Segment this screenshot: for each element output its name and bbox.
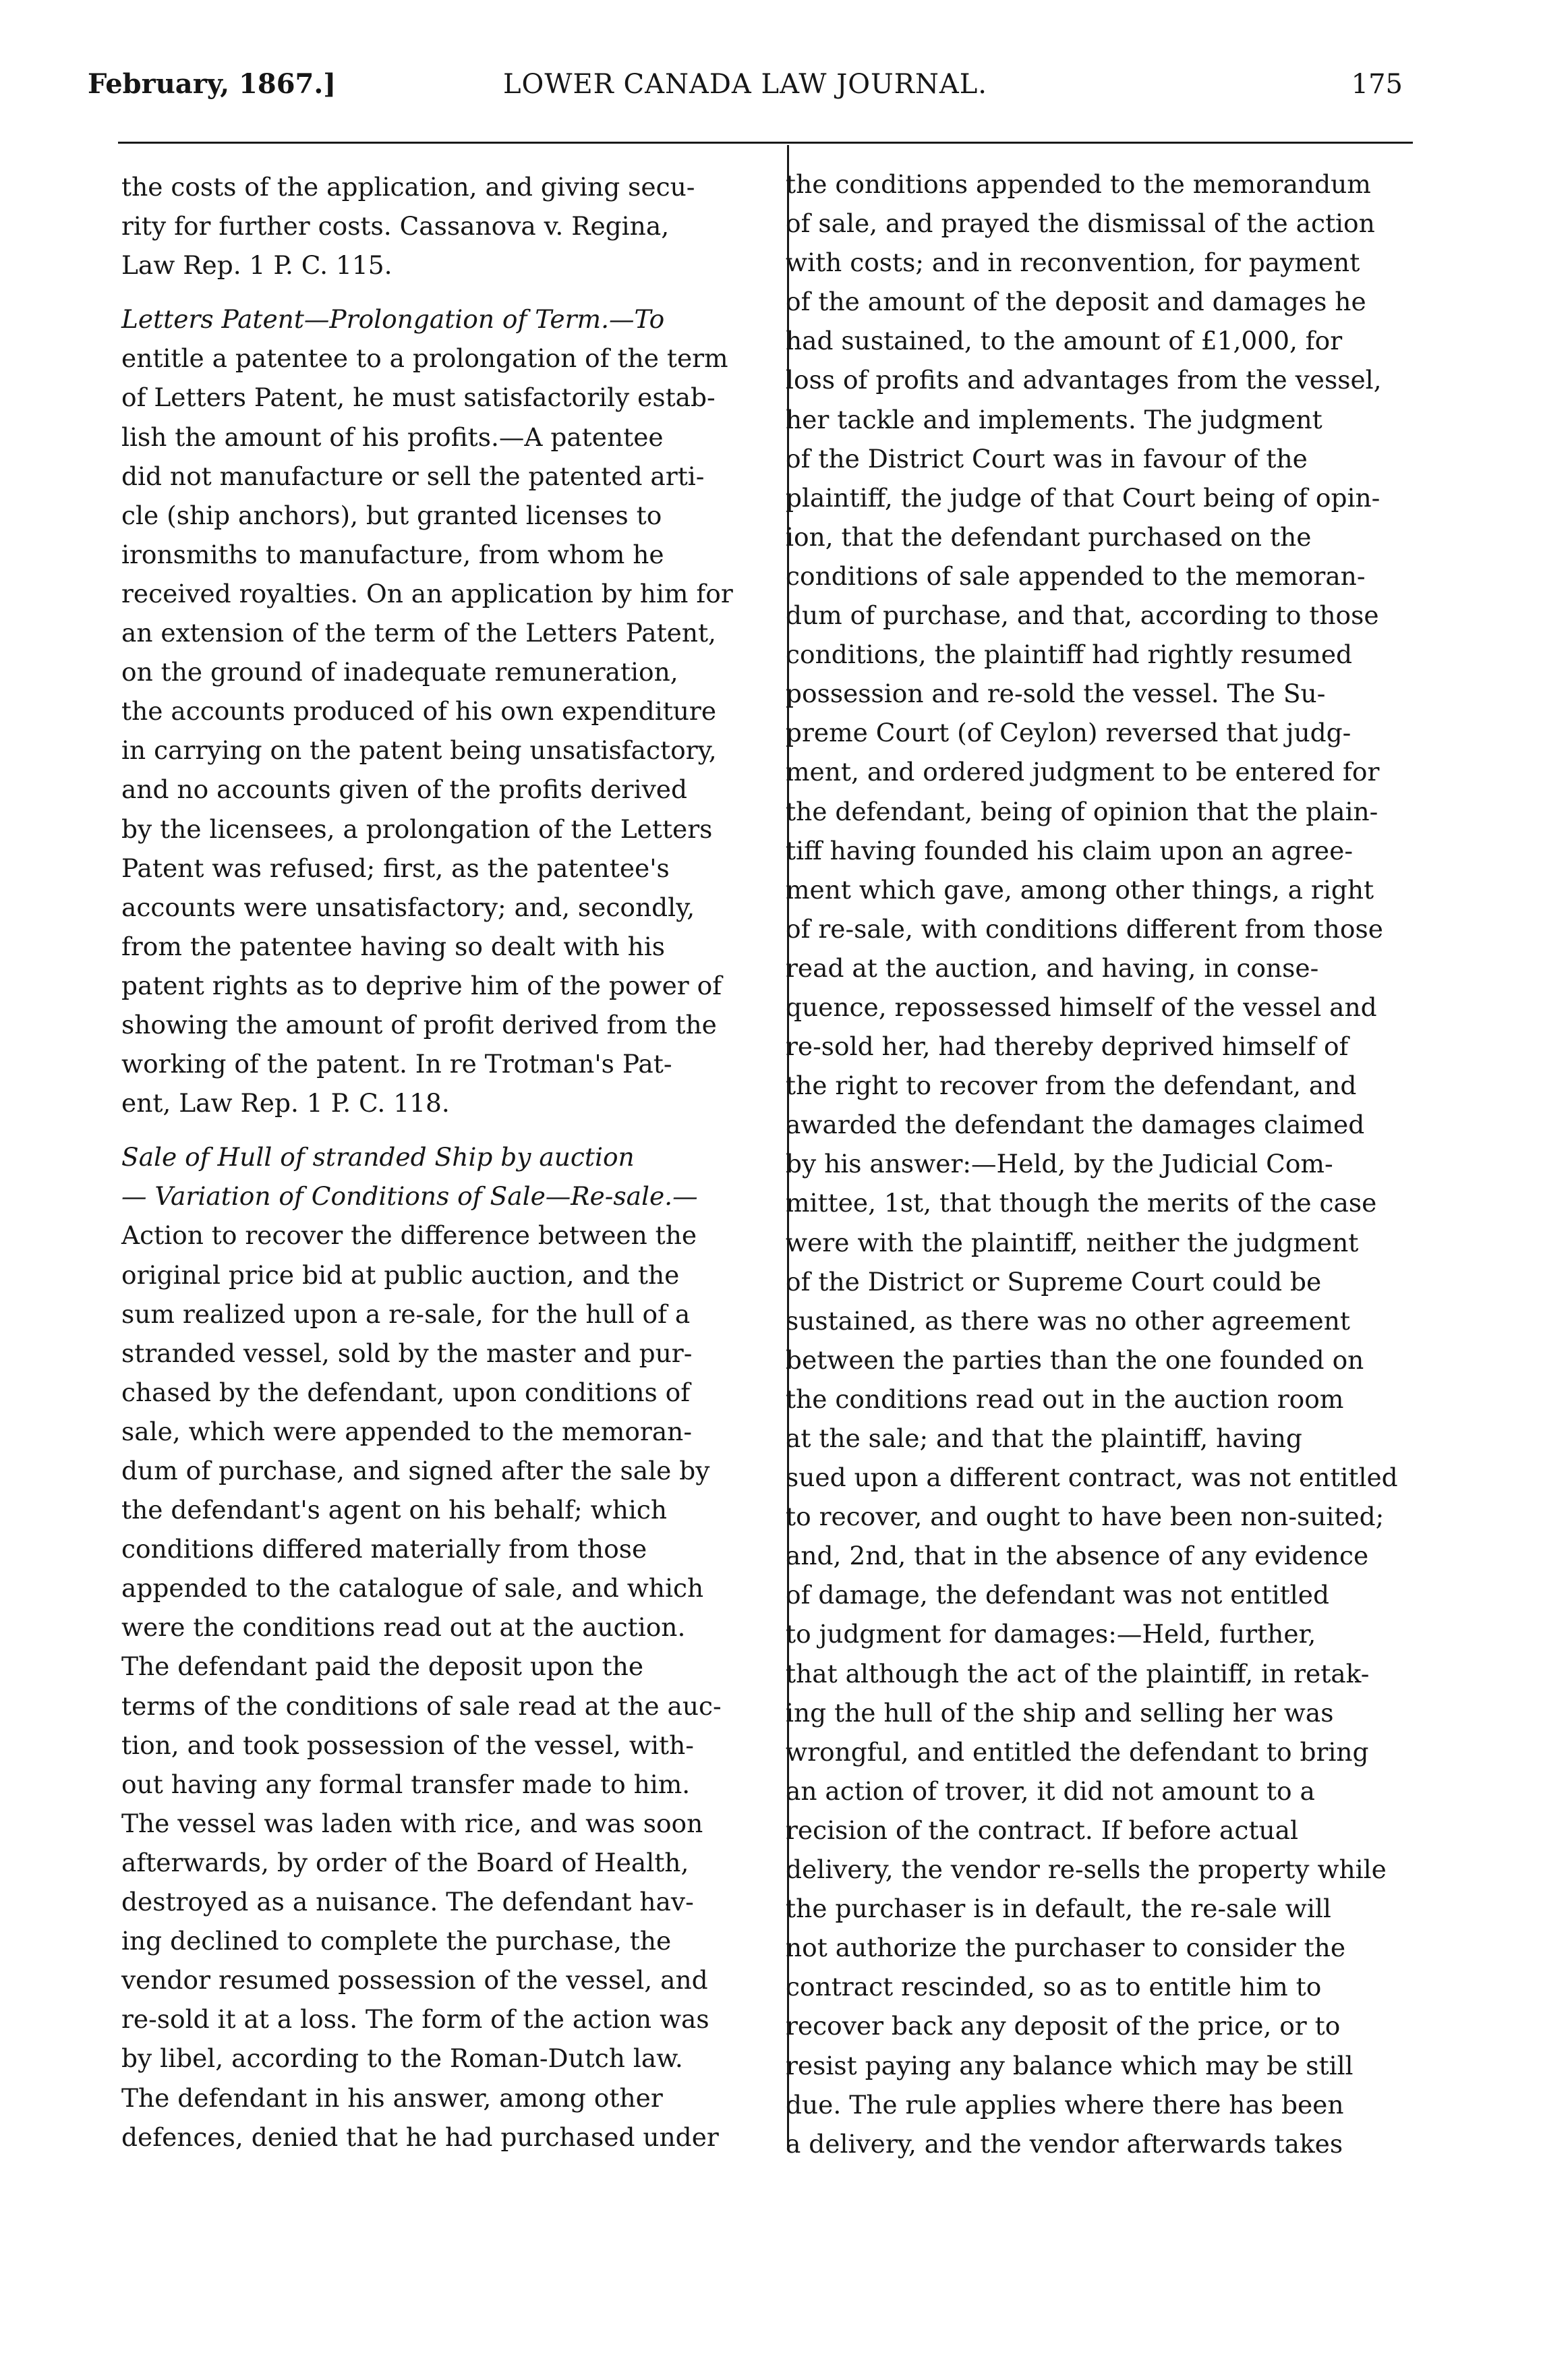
paragraph-gap: [121, 285, 759, 300]
text-line: to recover, and ought to have been non-suited;: [786, 1502, 1385, 1532]
text-line: of sale, and prayed the dismissal of the action: [786, 208, 1375, 239]
text-line: out having any formal transfer made to him.: [121, 1769, 691, 1799]
text-line: ironsmiths to manufacture, from whom he: [121, 539, 664, 569]
text-line: the conditions read out in the auction room: [786, 1384, 1344, 1414]
text-line: received royalties. On an application by him for: [121, 578, 733, 608]
text-line: and no accounts given of the profits derived: [121, 774, 687, 805]
text-line: preme Court (of Ceylon) reversed that judg-: [786, 718, 1351, 748]
text-line: sale, which were appended to the memoran-: [121, 1416, 693, 1446]
text-line: of the amount of the deposit and damages he: [786, 287, 1366, 317]
text-line: original price bid at public auction, and the: [121, 1259, 680, 1290]
page-number: 175: [1351, 69, 1403, 100]
text-line: The defendant paid the deposit upon the: [121, 1651, 644, 1682]
text-line: ing the hull of the ship and selling her was: [786, 1697, 1334, 1728]
text-line: The vessel was laden with rice, and was soon: [121, 1808, 703, 1838]
text-line: that although the act of the plaintiff, in retak-: [786, 1658, 1370, 1689]
text-line: rity for further costs. Cassanova v. Regina,: [121, 211, 670, 242]
text-line: due. The rule applies where there has been: [786, 2089, 1344, 2120]
text-line: recover back any deposit of the price, or to: [786, 2011, 1341, 2041]
text-line: working of the patent. In re Trotman's Pat-: [121, 1049, 672, 1079]
text-line: of re-sale, with conditions different from those: [786, 913, 1383, 944]
text-line: afterwards, by order of the Board of Health,: [121, 1847, 689, 1877]
paragraph-cassanova: [121, 167, 759, 285]
text-line: accounts were unsatisfactory; and, secondly,: [121, 892, 695, 922]
text-line: of Letters Patent, he must satisfactorily estab-: [121, 382, 716, 413]
text-line: ment, and ordered judgment to be entered for: [786, 757, 1380, 787]
text-line: did not manufacture or sell the patented arti-: [121, 461, 705, 491]
paragraph-sale-of-hull: [121, 1137, 759, 2156]
text-line: in carrying on the patent being unsatisfactory,: [121, 735, 717, 766]
issue-date: February, 1867.]: [88, 68, 337, 100]
text-line: appended to the catalogue of sale, and which: [121, 1573, 704, 1604]
text-line: read at the auction, and having, in conse-: [786, 953, 1319, 983]
text-line: of the District Court was in favour of the: [786, 443, 1308, 474]
text-line: entitle a patentee to a prolongation of the term: [121, 343, 728, 374]
text-line: recision of the contract. If before actual: [786, 1815, 1298, 1845]
text-line: mittee, 1st, that though the merits of the case: [786, 1188, 1377, 1218]
text-line: conditions differed materially from those: [121, 1534, 647, 1564]
text-line: her tackle and implements. The judgment: [786, 404, 1322, 434]
text-line: the purchaser is in default, the re-sale will: [786, 1894, 1331, 1924]
text-line: lish the amount of his profits.—A patentee: [121, 422, 664, 452]
text-line: awarded the defendant the damages claimed: [786, 1110, 1365, 1140]
text-line: plaintiff, the judge of that Court being of opin-: [786, 482, 1380, 513]
text-line: to judgment for damages:—Held, further,: [786, 1619, 1316, 1649]
text-line: with costs; and in reconvention, for payment: [786, 248, 1360, 278]
text-line: from the patentee having so dealt with his: [121, 931, 666, 961]
text-line: conditions, the plaintiff had rightly resumed: [786, 640, 1353, 670]
text-line: destroyed as a nuisance. The defendant hav-: [121, 1887, 694, 1917]
text-line: possession and re-sold the vessel. The Su-: [786, 679, 1326, 709]
text-line: sued upon a different contract, was not entitled: [786, 1463, 1398, 1493]
text-line: on the ground of inadequate remuneration,: [121, 657, 678, 687]
text-line: the right to recover from the defendant, and: [786, 1071, 1357, 1101]
paragraph-gap: [121, 1123, 759, 1137]
text-line: re-sold it at a loss. The form of the action was: [121, 2004, 709, 2035]
text-line: by his answer:—Held, by the Judicial Com-: [786, 1149, 1333, 1179]
text-line: loss of profits and advantages from the vessel,: [786, 365, 1382, 395]
text-line: conditions of sale appended to the memoran-: [786, 561, 1366, 591]
text-line: dum of purchase, and that, according to those: [786, 600, 1379, 631]
text-line: tiff having founded his claim upon an agree-: [786, 835, 1353, 866]
section-heading: Letters Patent—Prolongation of Term.—To: [121, 304, 665, 335]
text-line: resist paying any balance which may be still: [786, 2050, 1354, 2080]
header-rule: [118, 142, 1413, 144]
text-line: an extension of the term of the Letters Patent,: [121, 618, 716, 648]
text-line: stranded vessel, sold by the master and pur-: [121, 1338, 693, 1368]
text-line: patent rights as to deprive him of the power of: [121, 970, 722, 1000]
text-line: ment which gave, among other things, a right: [786, 874, 1374, 905]
text-line: sum realized upon a re-sale, for the hull of a: [121, 1299, 691, 1329]
text-line: ent, Law Rep. 1 P. C. 118.: [121, 1088, 450, 1118]
text-line: ing declined to complete the purchase, the: [121, 1926, 672, 1956]
text-line: were the conditions read out at the auction.: [121, 1612, 686, 1643]
text-line: an action of trover, it did not amount to a: [786, 1776, 1315, 1806]
text-line: between the parties than the one founded on: [786, 1344, 1364, 1375]
text-line: had sustained, to the amount of £1,000, for: [786, 326, 1343, 356]
text-line: the accounts produced of his own expenditure: [121, 696, 717, 727]
text-line: The defendant in his answer, among other: [121, 2082, 663, 2113]
text-line: tion, and took possession of the vessel, with-: [121, 1730, 694, 1760]
text-line: terms of the conditions of sale read at the auc-: [121, 1691, 722, 1721]
text-line: Patent was refused; first, as the patentee's: [121, 853, 670, 883]
section-heading: Sale of Hull of stranded Ship by auction: [121, 1142, 635, 1172]
text-line: the conditions appended to the memorandum: [786, 169, 1371, 199]
right-column: [786, 165, 1423, 2163]
text-line: showing the amount of profit derived from the: [121, 1009, 717, 1040]
text-line: defences, denied that he had purchased under: [121, 2122, 719, 2152]
text-line: of the District or Supreme Court could be: [786, 1266, 1322, 1297]
text-line: the costs of the application, and giving secu-: [121, 172, 695, 202]
paragraph-letters-patent: [121, 300, 759, 1123]
text-line: cle (ship anchors), but granted licenses to: [121, 500, 662, 530]
text-line: and, 2nd, that in the absence of any evidence: [786, 1541, 1369, 1571]
text-line: by the licensees, a prolongation of the Letters: [121, 814, 713, 844]
section-heading: — Variation of Conditions of Sale—Re-sale.—: [121, 1181, 698, 1212]
text-line: of damage, the defendant was not entitled: [786, 1580, 1329, 1610]
text-line: sustained, as there was no other agreement: [786, 1305, 1350, 1336]
text-line: wrongful, and entitled the defendant to bring: [786, 1736, 1369, 1767]
text-line: ion, that the defendant purchased on the: [786, 521, 1312, 552]
text-line: at the sale; and that the plaintiff, having: [786, 1423, 1302, 1453]
text-line: quence, repossessed himself of the vessel and: [786, 992, 1377, 1022]
text-line: contract rescinded, so as to entitle him to: [786, 1972, 1322, 2002]
text-line: vendor resumed possession of the vessel, and: [121, 1965, 708, 1995]
running-head: [88, 64, 1403, 105]
text-line: the defendant, being of opinion that the plain-: [786, 796, 1378, 826]
text-line: delivery, the vendor re-sells the property while: [786, 1854, 1387, 1885]
left-column: [121, 167, 759, 2157]
text-line: chased by the defendant, upon conditions of: [121, 1377, 691, 1407]
text-line: Law Rep. 1 P. C. 115.: [121, 250, 392, 281]
text-line: re-sold her, had thereby deprived himself of: [786, 1031, 1349, 1062]
text-line: were with the plaintiff, neither the judgment: [786, 1227, 1359, 1257]
journal-title: LOWER CANADA LAW JOURNAL.: [502, 69, 988, 100]
text-line: dum of purchase, and signed after the sale by: [121, 1456, 710, 1485]
text-line: the defendant's agent on his behalf; which: [121, 1495, 667, 1525]
text-line: a delivery, and the vendor afterwards takes: [786, 2128, 1343, 2159]
text-line: by libel, according to the Roman-Dutch law.: [121, 2043, 683, 2074]
text-line: Action to recover the difference between the: [121, 1220, 697, 1251]
text-line: not authorize the purchaser to consider the: [786, 1933, 1346, 1963]
